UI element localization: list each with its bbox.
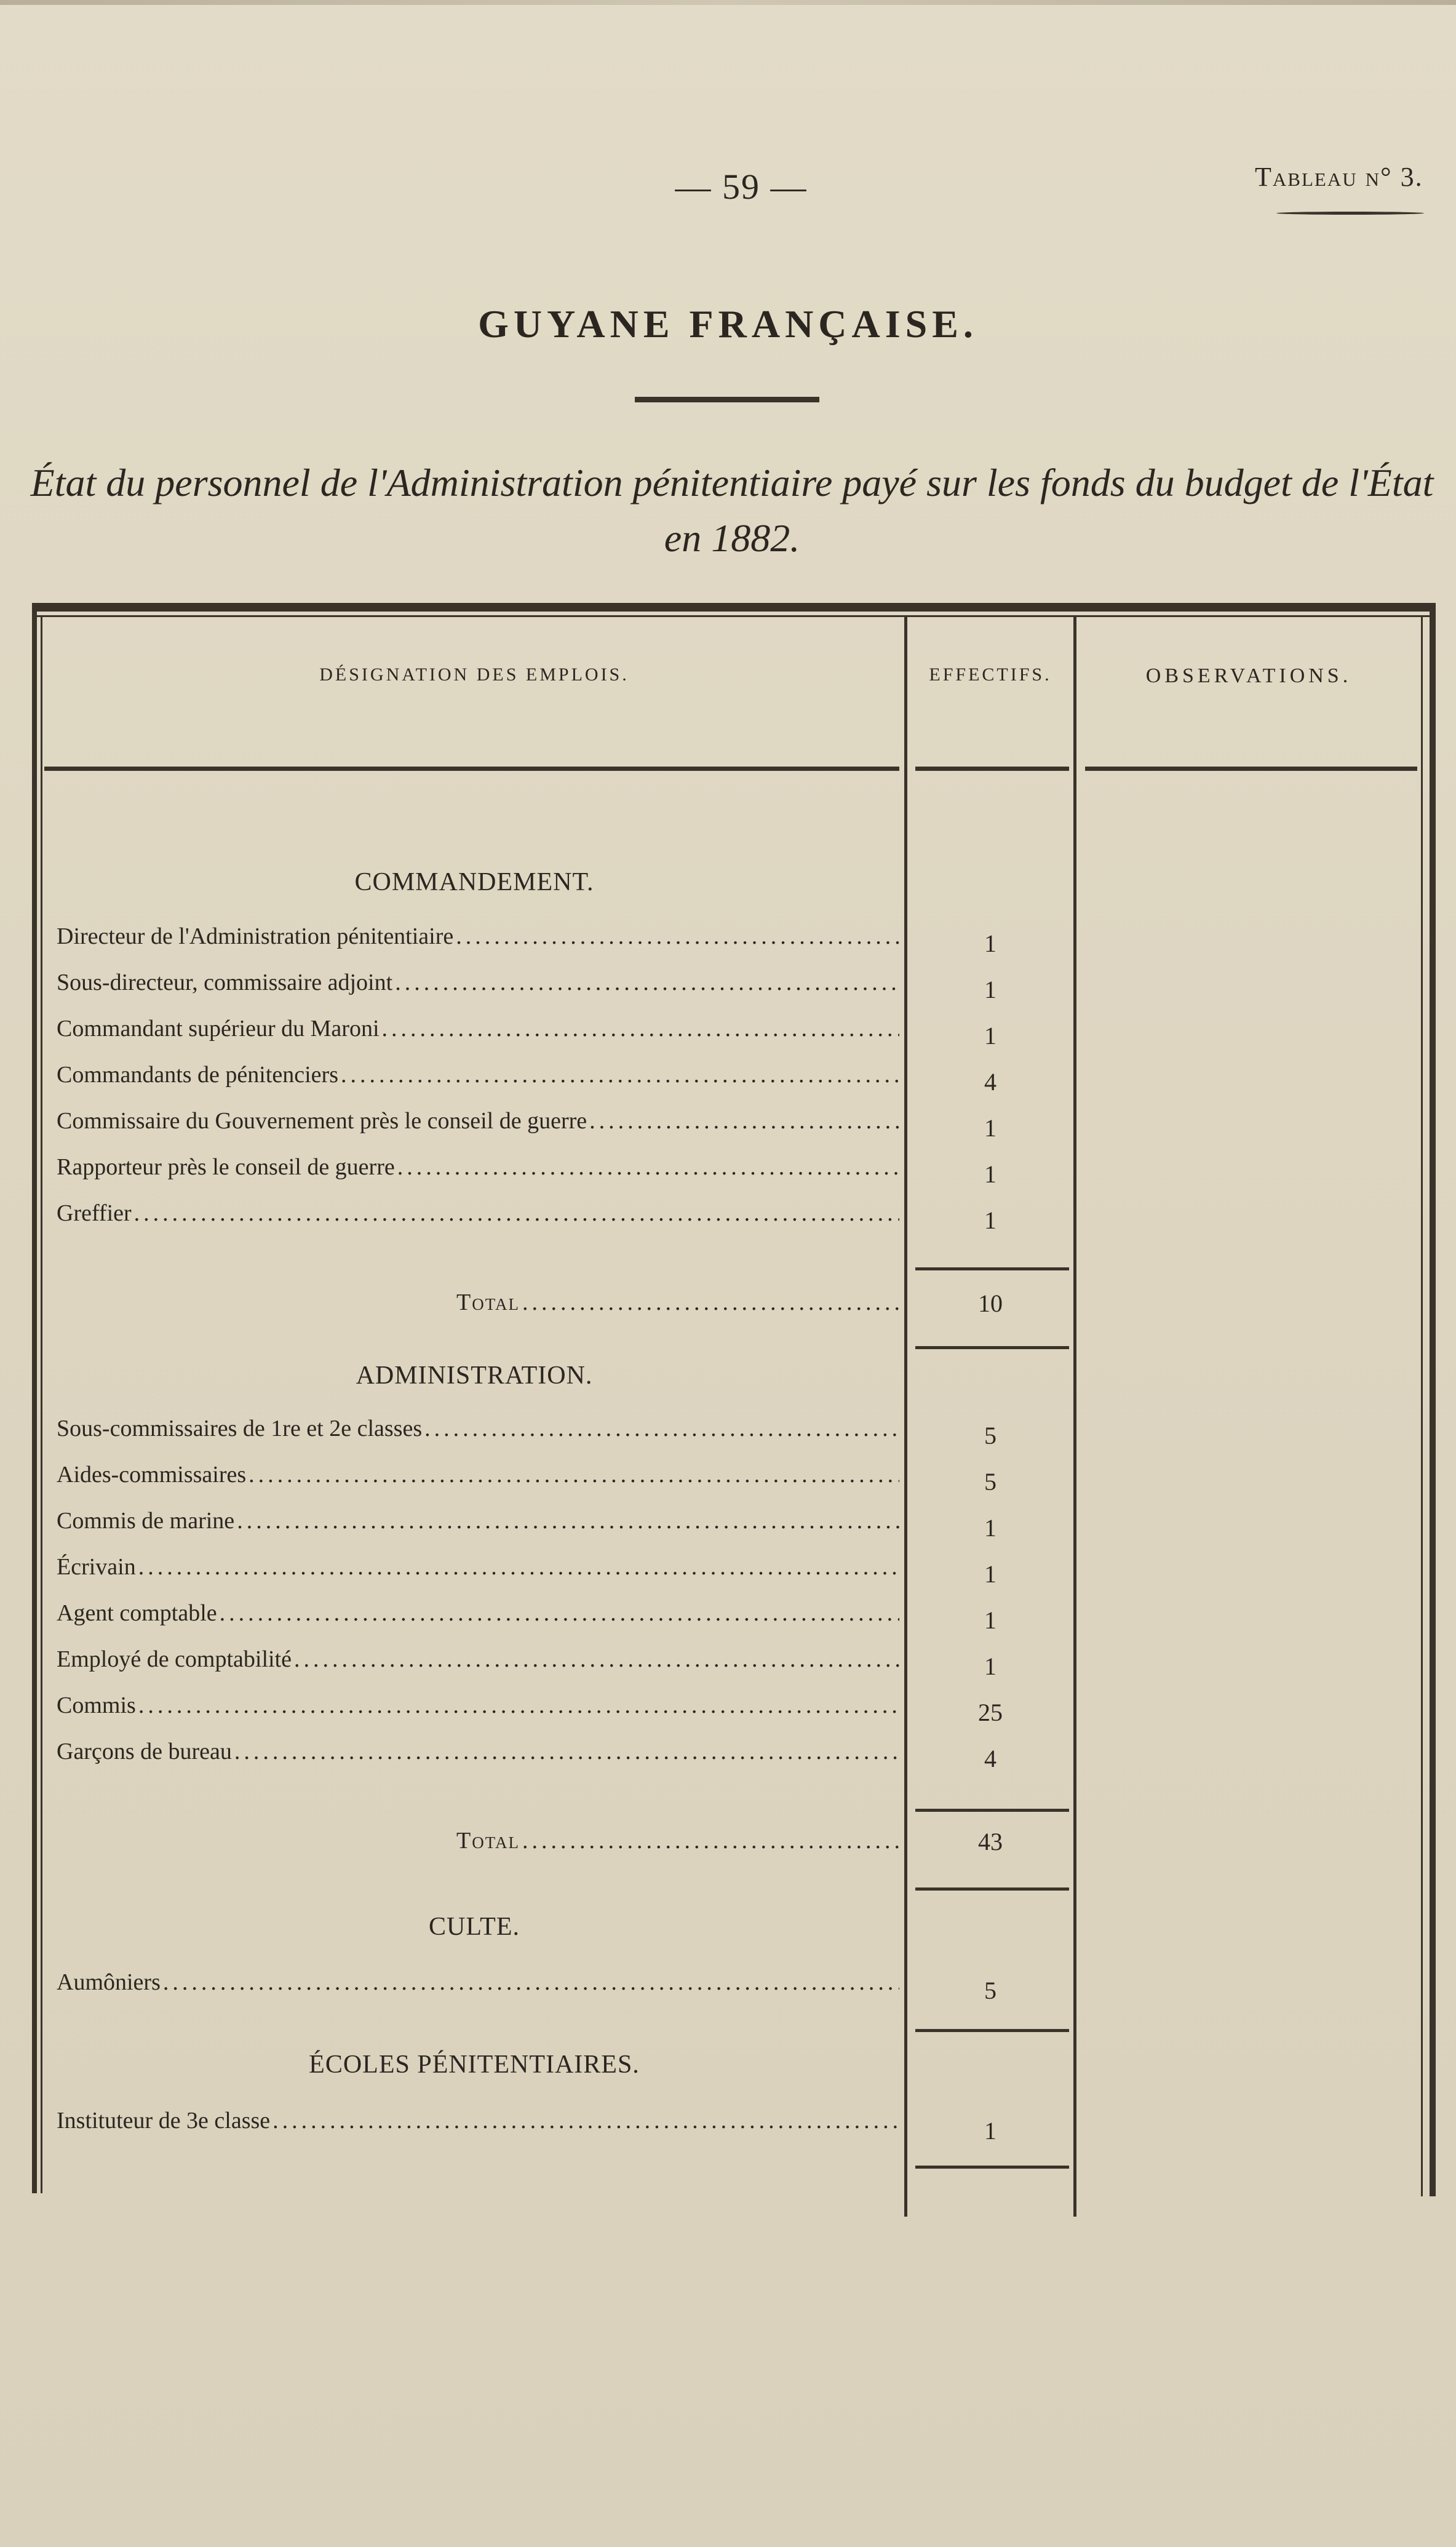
table-row [57,1507,899,1544]
table-row [57,1692,899,1729]
total-row-administration [456,1827,899,1854]
subtitle-line-1: État du personnel de l'Administration pénitentiaire payé sur les fonds du budget de l'État [30,461,1434,504]
subtitle-line-2: en 1882. [664,516,800,560]
section-title-administration: ADMINISTRATION. [356,1361,593,1390]
table-row [57,2107,899,2144]
row-value: 1 [984,1114,997,1142]
column-divider-observations [1073,617,1076,2217]
row-label: Commissaire du Gouvernement près le conseil de guerre [57,1108,587,1134]
leader-dots [397,1154,899,1181]
section-title-culte: CULTE. [429,1913,520,1941]
row-label: Instituteur de 3e classe [57,2108,271,2134]
row-value: 1 [984,930,997,957]
row-label: Garçons de bureau [57,1739,232,1764]
leader-dots [249,1461,899,1488]
total-label: Total [456,1289,520,1315]
header-rule-designation [44,767,899,771]
header-observations: OBSERVATIONS. [1145,664,1352,687]
row-value: 1 [984,1160,997,1188]
leader-dots [522,1289,899,1316]
row-label: Commis [57,1692,136,1718]
leader-dots [234,1738,899,1765]
page-title: GUYANE FRANÇAISE. [478,302,978,346]
table-row [57,1107,899,1144]
table-border-right [1430,603,1436,2196]
sum-rule [915,1887,1069,1891]
row-value: 1 [984,1022,997,1050]
table-row [57,1646,899,1683]
title-rule [635,397,819,402]
row-label: Commis de marine [57,1508,235,1534]
leader-dots [522,1827,899,1854]
tableau-reference: Tableau n° 3. [1255,162,1423,192]
row-value: 5 [984,1422,997,1449]
leader-dots [138,1553,899,1580]
table-row [57,1154,899,1190]
leader-dots [138,1692,899,1719]
row-value: 1 [984,1514,997,1542]
leader-dots [382,1015,899,1042]
table-row [57,923,899,960]
personnel-table [32,603,1436,2196]
leader-dots [424,1415,899,1442]
leader-dots [220,1600,899,1627]
row-label: Commandant supérieur du Maroni [57,1016,380,1042]
leader-dots [456,923,899,950]
page-top-edge [0,0,1456,5]
row-value: 4 [984,1745,997,1772]
header-rule-effectifs [915,767,1069,771]
table-row [57,1200,899,1237]
header-rule-observations [1085,767,1417,771]
leader-dots [294,1646,899,1673]
section-title-commandement: COMMANDEMENT. [354,868,594,896]
row-label: Sous-commissaires de 1re et 2e classes [57,1416,423,1441]
row-label: Rapporteur près le conseil de guerre [57,1154,395,1180]
table-border-right-inner [1421,615,1423,2196]
page-subtitle [25,455,1439,566]
total-value-administration: 43 [978,1828,1003,1855]
row-value: 1 [984,1606,997,1634]
row-value: 5 [984,1977,997,2004]
sum-rule [915,2029,1069,2032]
tableau-underline [1276,212,1424,215]
table-row [57,1061,899,1098]
row-value: 1 [984,1206,997,1234]
leader-dots [163,1969,899,1996]
row-value: 1 [984,2117,997,2145]
row-value: 1 [984,1560,997,1588]
sum-rule [915,1267,1069,1270]
header-designation: DÉSIGNATION DES EMPLOIS. [319,664,629,685]
leader-dots [237,1507,899,1534]
sum-rule [915,2166,1069,2169]
leader-dots [341,1061,899,1088]
table-row [57,1461,899,1498]
row-label: Agent comptable [57,1600,217,1626]
total-row-commandement [456,1289,899,1316]
page-number: — 59 — [675,167,808,207]
table-border-left-inner [41,615,42,2193]
section-title-ecoles: ÉCOLES PÉNITENTIAIRES. [309,2051,640,2079]
row-label: Commandants de pénitenciers [57,1062,338,1088]
sum-rule [915,1346,1069,1349]
table-row [57,969,899,1006]
table-row [57,1415,899,1452]
leader-dots [273,2107,899,2134]
row-label: Aides-commissaires [57,1462,247,1488]
row-value: 25 [978,1699,1003,1726]
row-value: 5 [984,1468,997,1496]
header-effectifs: EFFECTIFS. [929,664,1052,685]
table-row [57,1015,899,1052]
leader-dots [134,1200,899,1227]
sum-rule [915,1809,1069,1812]
row-label: Sous-directeur, commissaire adjoint [57,970,393,995]
leader-dots [589,1107,899,1134]
table-border-top [32,603,1436,612]
table-row [57,1969,899,2006]
table-border-left [32,603,37,2193]
row-label: Greffier [57,1200,132,1226]
table-row [57,1738,899,1775]
leader-dots [395,969,899,996]
row-label: Directeur de l'Administration pénitentiaire [57,923,454,949]
row-value: 1 [984,976,997,1003]
table-row [57,1600,899,1636]
row-value: 4 [984,1068,997,1096]
row-value: 1 [984,1652,997,1680]
total-value-commandement: 10 [978,1289,1003,1317]
row-label: Écrivain [57,1554,136,1580]
table-row [57,1553,899,1590]
row-label: Aumôniers [57,1969,161,1995]
row-label: Employé de comptabilité [57,1646,292,1672]
total-label: Total [456,1828,520,1854]
table-border-top-inner [32,615,1436,617]
